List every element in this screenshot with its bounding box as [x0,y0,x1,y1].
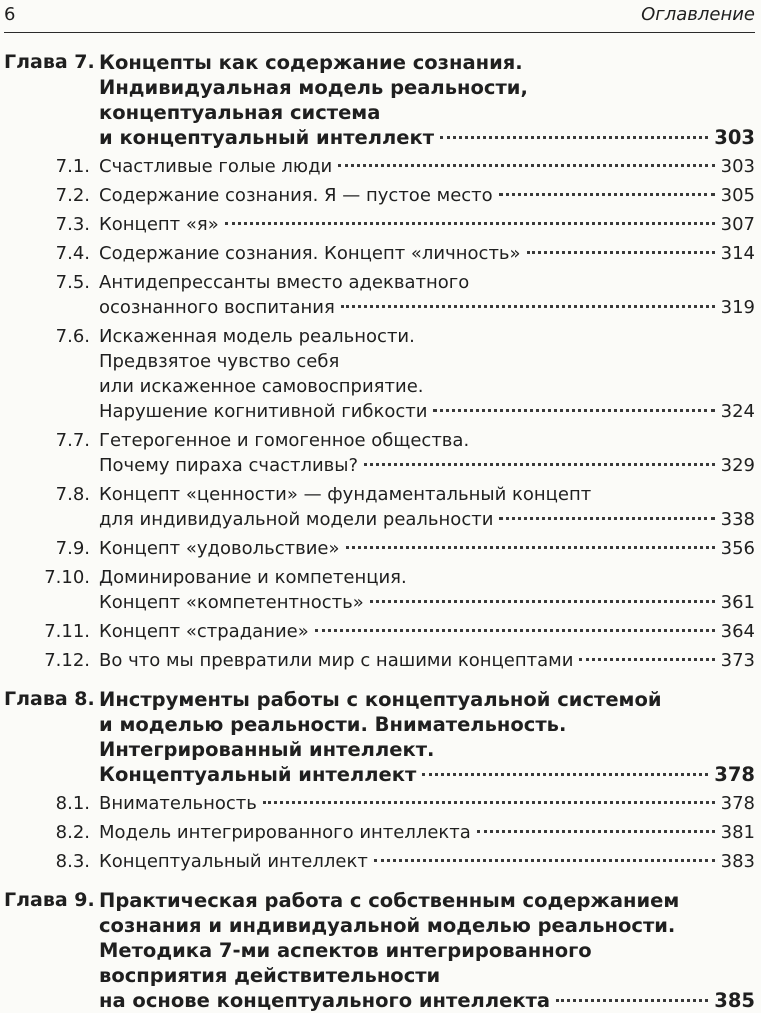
entry-title [99,536,755,561]
dot-leader [499,516,714,520]
page-ref: 373 [720,650,755,671]
toc-section-entry [0,619,761,644]
section-number: 7.6. [55,326,90,347]
dot-leader [374,858,715,862]
section-number: 7.5. [55,272,90,293]
entry-title-line: Искаженная модель реальности. [99,326,415,347]
dot-leader [263,800,715,804]
entry-title-line: Концепт «страдание» [99,621,309,642]
page-ref: 361 [720,592,755,613]
entry-title [99,482,755,532]
entry-title-line: Концептуальный интеллект [99,851,368,872]
toc-section-entry [0,154,761,179]
dot-leader [527,250,715,254]
entry-title-line: восприятия действительности [99,964,441,987]
section-number: 7.9. [55,538,90,559]
dot-leader [338,163,714,167]
entry-title [99,324,755,424]
entry-title [99,241,755,266]
entry-last-line [99,507,755,532]
entry-title-line: Модель интегрированного интеллекта [99,822,471,843]
entry-title-line: Концепт «я» [99,214,219,235]
dot-leader [556,998,708,1002]
page-ref: 378 [714,763,755,786]
dot-leader [370,599,715,603]
entry-title-line: Содержание сознания. Концепт «личность» [99,243,521,264]
entry-title-line: и концептуальный интеллект [99,126,435,149]
dot-leader [433,408,714,412]
page-ref: 329 [720,455,755,476]
entry-title-line: Концепт «удовольствие» [99,538,340,559]
entry-title-line: Нарушение когнитивной гибкости [99,401,428,422]
entry-last-line [99,988,755,1013]
page-ref: 381 [720,822,755,843]
entry-last-line [99,648,755,673]
section-number: 8.3. [55,851,90,872]
section-number: 7.3. [55,214,90,235]
page-ref: 338 [720,509,755,530]
entry-title-line: или искаженное самовосприятие. [99,376,424,397]
dot-leader [499,192,715,196]
toc-section-entry [0,324,761,424]
entry-last-line [99,154,755,179]
page-ref: 385 [714,989,755,1012]
entry-last-line [99,791,755,816]
entry-title [99,849,755,874]
dot-leader [341,304,715,308]
page-number: 6 [4,4,16,25]
entry-title-line: Инструменты работы с концептуальной системой [99,688,662,711]
entry-title [99,888,755,1013]
page-ref: 364 [720,621,755,642]
toc-section-entry [0,849,761,874]
dot-leader [364,462,715,466]
entry-title-line: и моделью реальности. Внимательность. [99,713,567,736]
toc-section-entry [0,482,761,532]
toc-section-entry [0,428,761,478]
entry-title-line: Почему пираха счастливы? [99,455,359,476]
entry-title-line: Счастливые голые люди [99,156,333,177]
section-number: 7.8. [55,484,90,505]
toc-chapter-entry [0,888,761,1013]
chapter-number: Глава 7. [4,51,95,73]
entry-title-line: Содержание сознания. Я — пустое место [99,185,493,206]
entry-title-line: Концепты как содержание сознания. [99,51,523,74]
dot-leader [225,221,715,225]
page-ref: 314 [720,243,755,264]
toc-section-entry [0,212,761,237]
entry-title-line: Гетерогенное и гомогенное общества. [99,430,470,451]
entry-last-line [99,619,755,644]
entry-title-line: сознания и индивидуальной моделью реальности. [99,914,676,937]
dot-leader [477,829,715,833]
toc-chapter-entry [0,687,761,787]
entry-title-line: Внимательность [99,793,257,814]
toc-section-entry [0,536,761,561]
page-ref: 305 [720,185,755,206]
page-ref: 356 [720,538,755,559]
section-number: 8.2. [55,822,90,843]
entry-last-line [99,183,755,208]
entry-last-line [99,125,755,150]
entry-title-line: Концепт «компетентность» [99,592,364,613]
page-ref: 383 [720,851,755,872]
toc-section-entry [0,648,761,673]
section-number: 7.4. [55,243,90,264]
entry-title [99,791,755,816]
toc-section-entry [0,820,761,845]
entry-title-line: Предвзятое чувство себя [99,351,340,372]
entry-title-line: для индивидуальной модели реальности [99,509,494,530]
toc-section-entry [0,241,761,266]
entry-title [99,648,755,673]
dot-leader [315,628,715,632]
toc-section-entry [0,183,761,208]
entry-title-line: Концептуальный интеллект [99,763,417,786]
entry-title-line: Практическая работа с собственным содержанием [99,889,680,912]
section-number: 7.12. [44,650,90,671]
chapter-number: Глава 9. [4,889,95,911]
entry-last-line [99,762,755,787]
entry-last-line [99,212,755,237]
entry-last-line [99,590,755,615]
entry-title-line: осознанного воспитания [99,297,335,318]
entry-title [99,687,755,787]
section-number: 7.2. [55,185,90,206]
page-ref: 324 [720,401,755,422]
entry-title-line: Концепт «ценности» — фундаментальный концепт [99,484,592,505]
entry-title-line: на основе концептуального интеллекта [99,989,551,1012]
entry-title-line: концептуальная система [99,101,381,124]
section-title: Оглавление [641,4,755,25]
entry-last-line [99,536,755,561]
section-number: 7.1. [55,156,90,177]
page-ref: 303 [720,156,755,177]
entry-title [99,154,755,179]
entry-title [99,212,755,237]
running-header [4,4,755,33]
entry-title [99,50,755,150]
table-of-contents [0,50,761,1013]
entry-title [99,619,755,644]
chapter-number: Глава 8. [4,688,95,710]
page-ref: 378 [720,793,755,814]
entry-last-line [99,453,755,478]
page-ref: 319 [720,297,755,318]
entry-title-line: Во что мы превратили мир с нашими концептами [99,650,574,671]
toc-section-entry [0,270,761,320]
page-ref: 303 [714,126,755,149]
dot-leader [579,657,714,661]
entry-title [99,270,755,320]
entry-last-line [99,295,755,320]
entry-title [99,183,755,208]
section-number: 7.11. [44,621,90,642]
entry-last-line [99,820,755,845]
dot-leader [440,135,708,139]
entry-title [99,428,755,478]
section-number: 7.7. [55,430,90,451]
toc-section-entry [0,565,761,615]
entry-title-line: Антидепрессанты вместо адекватного [99,272,470,293]
section-number: 8.1. [55,793,90,814]
section-number: 7.10. [44,567,90,588]
entry-last-line [99,849,755,874]
toc-chapter-entry [0,50,761,150]
entry-title-line: Индивидуальная модель реальности, [99,76,528,99]
page-ref: 307 [720,214,755,235]
entry-last-line [99,399,755,424]
dot-leader [422,772,708,776]
entry-last-line [99,241,755,266]
entry-title [99,820,755,845]
toc-section-entry [0,791,761,816]
dot-leader [346,545,715,549]
entry-title-line: Интегрированный интеллект. [99,738,435,761]
entry-title-line: Доминирование и компетенция. [99,567,407,588]
entry-title-line: Методика 7-ми аспектов интегрированного [99,939,592,962]
entry-title [99,565,755,615]
